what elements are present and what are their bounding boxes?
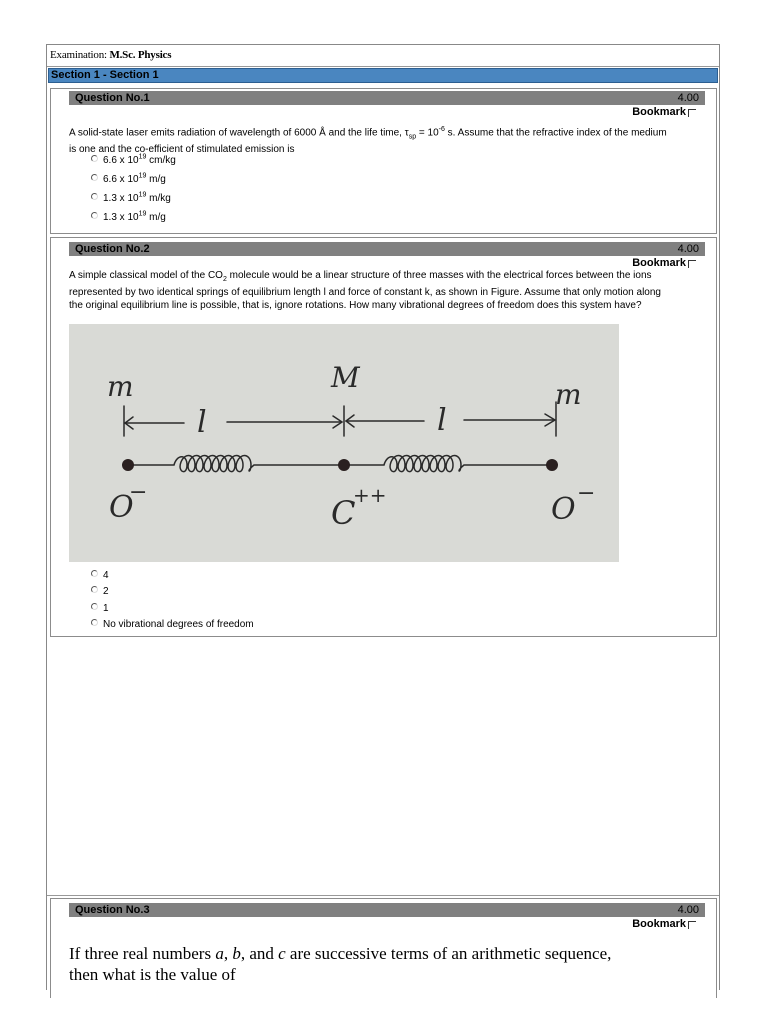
label-m-right: m [555, 378, 582, 411]
label-ion-center: C [331, 494, 356, 532]
question-1-box [50, 88, 717, 234]
option-item[interactable] [91, 603, 109, 615]
bookmark-label: Bookmark [632, 106, 686, 118]
bookmark-label: Bookmark [632, 918, 686, 930]
exam-header [47, 45, 719, 67]
option-item[interactable] [91, 586, 109, 598]
radio-icon[interactable] [91, 174, 98, 181]
bookmark-checkbox-icon[interactable] [688, 921, 696, 929]
radio-icon[interactable] [91, 155, 98, 162]
option-item[interactable] [91, 209, 166, 224]
exam-label: Examination: [50, 49, 107, 61]
option-item[interactable] [91, 619, 254, 631]
question-text: If three real numbers a, b, and c are successive terms of an arithmetic sequence, then what is the value of [69, 944, 612, 984]
label-ion-left: O [109, 490, 134, 525]
bookmark-label: Bookmark [632, 257, 686, 269]
exam-name: M.Sc. Physics [109, 49, 172, 61]
option-item[interactable] [91, 152, 176, 167]
bookmark-checkbox-icon[interactable] [688, 260, 696, 268]
radio-icon[interactable] [91, 212, 98, 219]
option-label: 1.3 x $10^{19}$ m/g [103, 211, 166, 224]
page-divider [47, 895, 719, 896]
radio-icon[interactable] [91, 619, 98, 626]
label-ion-left-charge: − [129, 480, 148, 505]
question-title: Question No.2 [75, 243, 150, 255]
bookmark-toggle[interactable] [632, 106, 686, 118]
label-l-left: l [197, 405, 207, 440]
question-title: Question No.1 [75, 92, 150, 104]
option-label: 2 [103, 586, 109, 597]
bookmark-toggle[interactable] [632, 257, 686, 269]
label-ion-right-charge: − [577, 481, 596, 506]
question-2-header [69, 242, 705, 256]
label-ion-right: O [551, 492, 576, 527]
question-score: 4.00 [677, 904, 699, 916]
co2-spring-diagram [69, 324, 619, 562]
option-label: 1.3 x $10^{19}$ m/kg [103, 192, 171, 205]
bookmark-checkbox-icon[interactable] [688, 109, 696, 117]
question-title: Question No.3 [75, 904, 150, 916]
label-M-center: M [331, 361, 360, 394]
question-text: A simple classical model of the $CO_2$ molecule would be a linear structure of three masses with the electrical forces between the ions represented by two identical springs of equilibrium length l and force of constant k, as shown in Figure. Assume that only motion along the original equilibrium line is possible, that is, ignore rotations. How many vibrational degrees of freedom does this system have? [69, 270, 661, 311]
exam-sheet [46, 44, 720, 990]
question-3-box [50, 898, 717, 998]
question-3-header [69, 903, 705, 917]
radio-icon[interactable] [91, 570, 98, 577]
question-score: 4.00 [677, 92, 699, 104]
question-score: 4.00 [677, 243, 699, 255]
section-header: Section 1 - Section 1 [48, 68, 718, 83]
question-text: A solid-state laser emits radiation of wavelength of 6000 Å and the life time, $\tau_{sp} = 10^{-6}$ s. Assume that the refractive index of the medium is one and the co-efficient of stimulated emission is [69, 126, 667, 156]
radio-icon[interactable] [91, 193, 98, 200]
option-label: No vibrational degrees of freedom [103, 619, 254, 630]
option-item[interactable] [91, 190, 171, 205]
option-label: 4 [103, 570, 109, 581]
label-l-right: l [437, 403, 447, 438]
question-1-header [69, 91, 705, 105]
label-m-left: m [107, 370, 134, 403]
radio-icon[interactable] [91, 586, 98, 593]
radio-icon[interactable] [91, 603, 98, 610]
option-label: 6.6 x $10^{19}$ m/g [103, 173, 166, 186]
molecule-figure [69, 324, 619, 562]
label-ion-center-charge: ++ [353, 483, 387, 507]
option-item[interactable] [91, 570, 109, 582]
bookmark-toggle[interactable] [632, 918, 686, 930]
question-2-box [50, 237, 717, 637]
option-item[interactable] [91, 171, 166, 186]
option-label: 1 [103, 603, 109, 614]
option-label: 6.6 x $10^{19}$ cm/kg [103, 154, 176, 167]
